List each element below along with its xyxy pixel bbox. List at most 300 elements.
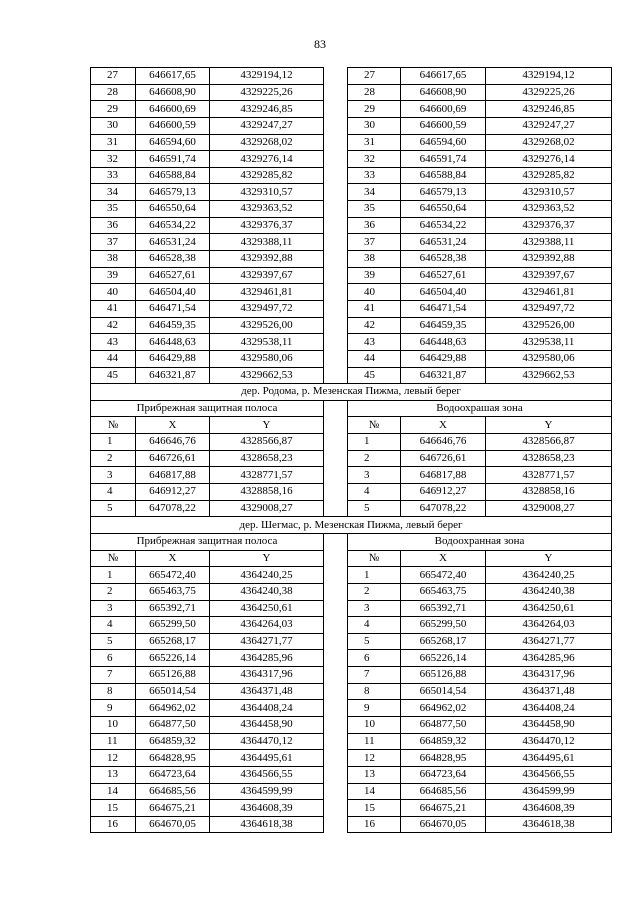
column-gap — [324, 84, 348, 101]
x-coordinate: 646594,60 — [401, 134, 486, 151]
x-coordinate: 646726,61 — [136, 450, 210, 467]
point-number: 6 — [91, 650, 136, 667]
column-header-y: Y — [486, 417, 612, 434]
point-number: 4 — [91, 617, 136, 634]
column-header-x: X — [136, 417, 210, 434]
x-coordinate: 665299,50 — [401, 617, 486, 634]
section-title-row — [91, 384, 612, 401]
column-gap — [324, 500, 348, 517]
x-coordinate: 664828,95 — [401, 750, 486, 767]
column-gap — [324, 234, 348, 251]
y-coordinate: 4328771,57 — [210, 467, 324, 484]
column-gap — [324, 267, 348, 284]
table-row — [91, 683, 612, 700]
x-coordinate: 664723,64 — [401, 766, 486, 783]
y-coordinate: 4364470,12 — [210, 733, 324, 750]
column-gap — [324, 567, 348, 584]
x-coordinate: 646528,38 — [401, 251, 486, 268]
point-number: 40 — [91, 284, 136, 301]
x-coordinate: 646448,63 — [136, 334, 210, 351]
point-number: 29 — [91, 101, 136, 118]
point-number: 41 — [91, 300, 136, 317]
x-coordinate: 646429,88 — [401, 350, 486, 367]
column-gap — [324, 201, 348, 218]
x-coordinate: 646528,38 — [136, 251, 210, 268]
table-row — [91, 201, 612, 218]
x-coordinate: 646471,54 — [136, 300, 210, 317]
point-number: 15 — [91, 800, 136, 817]
y-coordinate: 4329580,06 — [210, 350, 324, 367]
x-coordinate: 646726,61 — [401, 450, 486, 467]
point-number: 13 — [91, 766, 136, 783]
x-coordinate: 646459,35 — [136, 317, 210, 334]
table-row — [91, 284, 612, 301]
y-coordinate: 4329008,27 — [486, 500, 612, 517]
y-coordinate: 4329388,11 — [210, 234, 324, 251]
y-coordinate: 4329285,82 — [210, 167, 324, 184]
table-row — [91, 151, 612, 168]
point-number: 37 — [348, 234, 401, 251]
x-coordinate: 665463,75 — [401, 583, 486, 600]
column-header-number: № — [348, 417, 401, 434]
table-row — [91, 267, 612, 284]
x-coordinate: 646600,69 — [401, 101, 486, 118]
point-number: 2 — [91, 450, 136, 467]
point-number: 11 — [91, 733, 136, 750]
point-number: 28 — [91, 84, 136, 101]
column-header-number: № — [91, 417, 136, 434]
y-coordinate: 4329363,52 — [210, 201, 324, 218]
point-number: 2 — [348, 583, 401, 600]
point-number: 34 — [91, 184, 136, 201]
table-row — [91, 184, 612, 201]
x-coordinate: 664675,21 — [136, 800, 210, 817]
point-number: 32 — [348, 151, 401, 168]
y-coordinate: 4328858,16 — [210, 484, 324, 501]
column-gap — [324, 251, 348, 268]
table-row — [91, 101, 612, 118]
y-coordinate: 4364599,99 — [210, 783, 324, 800]
y-coordinate: 4364240,38 — [486, 583, 612, 600]
point-number: 2 — [91, 583, 136, 600]
y-coordinate: 4329194,12 — [210, 68, 324, 85]
point-number: 6 — [348, 650, 401, 667]
x-coordinate: 646429,88 — [136, 350, 210, 367]
y-coordinate: 4364317,96 — [210, 667, 324, 684]
point-number: 7 — [348, 667, 401, 684]
point-number: 31 — [348, 134, 401, 151]
point-number: 39 — [91, 267, 136, 284]
point-number: 1 — [348, 567, 401, 584]
point-number: 32 — [91, 151, 136, 168]
x-coordinate: 665126,88 — [401, 667, 486, 684]
x-coordinate: 646600,59 — [136, 117, 210, 134]
column-gap — [324, 783, 348, 800]
y-coordinate: 4329008,27 — [210, 500, 324, 517]
x-coordinate: 646588,84 — [401, 167, 486, 184]
table-row — [91, 617, 612, 634]
table-row — [91, 816, 612, 833]
point-number: 16 — [91, 816, 136, 833]
x-coordinate: 646646,76 — [136, 434, 210, 451]
y-coordinate: 4329268,02 — [486, 134, 612, 151]
column-gap — [324, 667, 348, 684]
column-gap — [324, 633, 348, 650]
point-number: 45 — [348, 367, 401, 384]
table-row — [91, 650, 612, 667]
x-coordinate: 665268,17 — [136, 633, 210, 650]
section-title-row — [91, 517, 612, 534]
point-number: 3 — [91, 467, 136, 484]
y-coordinate: 4329246,85 — [486, 101, 612, 118]
point-number: 8 — [348, 683, 401, 700]
table-row — [91, 567, 612, 584]
point-number: 44 — [348, 350, 401, 367]
column-header-number: № — [91, 550, 136, 567]
point-number: 42 — [348, 317, 401, 334]
point-number: 31 — [91, 134, 136, 151]
x-coordinate: 664962,02 — [401, 700, 486, 717]
y-coordinate: 4364371,48 — [210, 683, 324, 700]
y-coordinate: 4329392,88 — [486, 251, 612, 268]
column-header-number: № — [348, 550, 401, 567]
table-row — [91, 484, 612, 501]
y-coordinate: 4328658,23 — [486, 450, 612, 467]
x-coordinate: 647078,22 — [401, 500, 486, 517]
table-row — [91, 700, 612, 717]
point-number: 14 — [348, 783, 401, 800]
point-number: 38 — [348, 251, 401, 268]
x-coordinate: 646534,22 — [136, 217, 210, 234]
point-number: 33 — [91, 167, 136, 184]
y-coordinate: 4329461,81 — [486, 284, 612, 301]
y-coordinate: 4364250,61 — [210, 600, 324, 617]
x-coordinate: 646527,61 — [136, 267, 210, 284]
table-row — [91, 167, 612, 184]
table-row — [91, 467, 612, 484]
y-coordinate: 4364470,12 — [486, 733, 612, 750]
table-row — [91, 500, 612, 517]
x-coordinate: 664685,56 — [136, 783, 210, 800]
table-row — [91, 68, 612, 85]
point-number: 9 — [348, 700, 401, 717]
page-number: 83 — [314, 37, 326, 51]
y-coordinate: 4364271,77 — [210, 633, 324, 650]
point-number: 29 — [348, 101, 401, 118]
y-coordinate: 4364285,96 — [486, 650, 612, 667]
y-coordinate: 4329363,52 — [486, 201, 612, 218]
point-number: 4 — [348, 484, 401, 501]
point-number: 40 — [348, 284, 401, 301]
point-number: 3 — [348, 600, 401, 617]
x-coordinate: 646448,63 — [401, 334, 486, 351]
column-gap — [324, 284, 348, 301]
point-number: 4 — [91, 484, 136, 501]
column-gap — [324, 716, 348, 733]
y-coordinate: 4329276,14 — [210, 151, 324, 168]
y-coordinate: 4328771,57 — [486, 467, 612, 484]
column-gap — [324, 101, 348, 118]
table-row — [91, 134, 612, 151]
x-coordinate: 665226,14 — [401, 650, 486, 667]
y-coordinate: 4329662,53 — [486, 367, 612, 384]
table-row — [91, 733, 612, 750]
y-coordinate: 4329225,26 — [486, 84, 612, 101]
table-row — [91, 800, 612, 817]
y-coordinate: 4364371,48 — [486, 683, 612, 700]
x-coordinate: 664877,50 — [136, 716, 210, 733]
column-gap — [324, 816, 348, 833]
column-gap — [324, 434, 348, 451]
x-coordinate: 646600,69 — [136, 101, 210, 118]
y-coordinate: 4364408,24 — [210, 700, 324, 717]
y-coordinate: 4364458,90 — [210, 716, 324, 733]
x-coordinate: 646591,74 — [401, 151, 486, 168]
x-coordinate: 646617,65 — [401, 68, 486, 85]
x-coordinate: 646550,64 — [401, 201, 486, 218]
y-coordinate: 4329526,00 — [486, 317, 612, 334]
point-number: 34 — [348, 184, 401, 201]
y-coordinate: 4364566,55 — [486, 766, 612, 783]
y-coordinate: 4329310,57 — [210, 184, 324, 201]
table-row — [91, 783, 612, 800]
point-number: 33 — [348, 167, 401, 184]
x-coordinate: 646591,74 — [136, 151, 210, 168]
x-coordinate: 665126,88 — [136, 667, 210, 684]
y-coordinate: 4329397,67 — [486, 267, 612, 284]
table-row — [91, 750, 612, 767]
column-gap — [324, 68, 348, 85]
point-number: 28 — [348, 84, 401, 101]
x-coordinate: 664675,21 — [401, 800, 486, 817]
point-number: 36 — [348, 217, 401, 234]
y-coordinate: 4329247,27 — [210, 117, 324, 134]
y-coordinate: 4329461,81 — [210, 284, 324, 301]
point-number: 3 — [348, 467, 401, 484]
zone-heading-row — [91, 533, 612, 550]
x-coordinate: 646579,13 — [401, 184, 486, 201]
x-coordinate: 646321,87 — [136, 367, 210, 384]
table-row — [91, 350, 612, 367]
point-number: 43 — [91, 334, 136, 351]
column-gap — [324, 800, 348, 817]
column-gap — [324, 750, 348, 767]
point-number: 42 — [91, 317, 136, 334]
x-coordinate: 646471,54 — [401, 300, 486, 317]
column-gap — [324, 700, 348, 717]
point-number: 3 — [91, 600, 136, 617]
table-row — [91, 450, 612, 467]
table-row — [91, 633, 612, 650]
y-coordinate: 4364618,38 — [486, 816, 612, 833]
table-row — [91, 234, 612, 251]
y-coordinate: 4328858,16 — [486, 484, 612, 501]
x-coordinate: 646817,88 — [401, 467, 486, 484]
point-number: 16 — [348, 816, 401, 833]
x-coordinate: 646504,40 — [401, 284, 486, 301]
point-number: 43 — [348, 334, 401, 351]
column-gap — [324, 766, 348, 783]
x-coordinate: 664877,50 — [401, 716, 486, 733]
x-coordinate: 646588,84 — [136, 167, 210, 184]
x-coordinate: 646534,22 — [401, 217, 486, 234]
column-gap — [324, 467, 348, 484]
y-coordinate: 4364285,96 — [210, 650, 324, 667]
point-number: 45 — [91, 367, 136, 384]
y-coordinate: 4329392,88 — [210, 251, 324, 268]
y-coordinate: 4364608,39 — [210, 800, 324, 817]
y-coordinate: 4329376,37 — [486, 217, 612, 234]
point-number: 1 — [91, 567, 136, 584]
y-coordinate: 4329246,85 — [210, 101, 324, 118]
section-title: дер. Родома, р. Мезенская Пижма, левый берег — [91, 384, 612, 401]
column-header-x: X — [136, 550, 210, 567]
x-coordinate: 646504,40 — [136, 284, 210, 301]
point-number: 39 — [348, 267, 401, 284]
column-gap — [324, 334, 348, 351]
y-coordinate: 4329276,14 — [486, 151, 612, 168]
column-header-y: Y — [486, 550, 612, 567]
x-coordinate: 665014,54 — [401, 683, 486, 700]
point-number: 30 — [91, 117, 136, 134]
y-coordinate: 4364608,39 — [486, 800, 612, 817]
column-header-x: X — [401, 550, 486, 567]
y-coordinate: 4364408,24 — [486, 700, 612, 717]
point-number: 27 — [91, 68, 136, 85]
coordinates-table — [90, 67, 612, 833]
x-coordinate: 664670,05 — [401, 816, 486, 833]
zone-heading-left: Прибрежная защитная полоса — [91, 400, 324, 417]
y-coordinate: 4364264,03 — [210, 617, 324, 634]
column-gap — [324, 400, 348, 417]
point-number: 10 — [91, 716, 136, 733]
x-coordinate: 646600,59 — [401, 117, 486, 134]
table-row — [91, 317, 612, 334]
x-coordinate: 665014,54 — [136, 683, 210, 700]
column-header-row — [91, 417, 612, 434]
x-coordinate: 665226,14 — [136, 650, 210, 667]
y-coordinate: 4364618,38 — [210, 816, 324, 833]
point-number: 5 — [348, 633, 401, 650]
column-gap — [324, 151, 348, 168]
column-header-row — [91, 550, 612, 567]
y-coordinate: 4329538,11 — [210, 334, 324, 351]
column-gap — [324, 350, 348, 367]
x-coordinate: 665392,71 — [401, 600, 486, 617]
y-coordinate: 4364599,99 — [486, 783, 612, 800]
x-coordinate: 646608,90 — [401, 84, 486, 101]
table-row — [91, 117, 612, 134]
x-coordinate: 647078,22 — [136, 500, 210, 517]
x-coordinate: 665392,71 — [136, 600, 210, 617]
table-row — [91, 251, 612, 268]
point-number: 35 — [91, 201, 136, 218]
x-coordinate: 665268,17 — [401, 633, 486, 650]
column-gap — [324, 533, 348, 550]
y-coordinate: 4364271,77 — [486, 633, 612, 650]
point-number: 15 — [348, 800, 401, 817]
x-coordinate: 664962,02 — [136, 700, 210, 717]
zone-heading-right: Водоохрашая зона — [348, 400, 612, 417]
table-row — [91, 667, 612, 684]
column-gap — [324, 650, 348, 667]
y-coordinate: 4364264,03 — [486, 617, 612, 634]
y-coordinate: 4329497,72 — [210, 300, 324, 317]
x-coordinate: 646527,61 — [401, 267, 486, 284]
point-number: 5 — [91, 500, 136, 517]
point-number: 7 — [91, 667, 136, 684]
x-coordinate: 664670,05 — [136, 816, 210, 833]
column-header-x: X — [401, 417, 486, 434]
table-row — [91, 716, 612, 733]
y-coordinate: 4364317,96 — [486, 667, 612, 684]
table-row — [91, 84, 612, 101]
y-coordinate: 4329247,27 — [486, 117, 612, 134]
column-header-y: Y — [210, 550, 324, 567]
x-coordinate: 664685,56 — [401, 783, 486, 800]
zone-heading-row — [91, 400, 612, 417]
column-gap — [324, 733, 348, 750]
point-number: 44 — [91, 350, 136, 367]
column-gap — [324, 184, 348, 201]
point-number: 4 — [348, 617, 401, 634]
y-coordinate: 4329397,67 — [210, 267, 324, 284]
point-number: 41 — [348, 300, 401, 317]
x-coordinate: 665472,40 — [136, 567, 210, 584]
y-coordinate: 4364566,55 — [210, 766, 324, 783]
x-coordinate: 646321,87 — [401, 367, 486, 384]
x-coordinate: 646817,88 — [136, 467, 210, 484]
column-gap — [324, 600, 348, 617]
point-number: 1 — [348, 434, 401, 451]
x-coordinate: 646594,60 — [136, 134, 210, 151]
y-coordinate: 4364240,25 — [210, 567, 324, 584]
x-coordinate: 646617,65 — [136, 68, 210, 85]
y-coordinate: 4328566,87 — [486, 434, 612, 451]
y-coordinate: 4364240,38 — [210, 583, 324, 600]
y-coordinate: 4329310,57 — [486, 184, 612, 201]
point-number: 30 — [348, 117, 401, 134]
y-coordinate: 4364458,90 — [486, 716, 612, 733]
point-number: 14 — [91, 783, 136, 800]
table-row — [91, 300, 612, 317]
y-coordinate: 4329376,37 — [210, 217, 324, 234]
column-gap — [324, 217, 348, 234]
column-gap — [324, 450, 348, 467]
x-coordinate: 646608,90 — [136, 84, 210, 101]
y-coordinate: 4329580,06 — [486, 350, 612, 367]
x-coordinate: 665463,75 — [136, 583, 210, 600]
point-number: 38 — [91, 251, 136, 268]
point-number: 5 — [91, 633, 136, 650]
x-coordinate: 646531,24 — [401, 234, 486, 251]
x-coordinate: 664828,95 — [136, 750, 210, 767]
table-row — [91, 334, 612, 351]
table-row — [91, 766, 612, 783]
x-coordinate: 646531,24 — [136, 234, 210, 251]
x-coordinate: 665299,50 — [136, 617, 210, 634]
column-gap — [324, 617, 348, 634]
table-row — [91, 217, 612, 234]
y-coordinate: 4364495,61 — [210, 750, 324, 767]
column-gap — [324, 134, 348, 151]
y-coordinate: 4329526,00 — [210, 317, 324, 334]
x-coordinate: 646579,13 — [136, 184, 210, 201]
y-coordinate: 4364250,61 — [486, 600, 612, 617]
column-gap — [324, 417, 348, 434]
table-row — [91, 434, 612, 451]
column-gap — [324, 317, 348, 334]
